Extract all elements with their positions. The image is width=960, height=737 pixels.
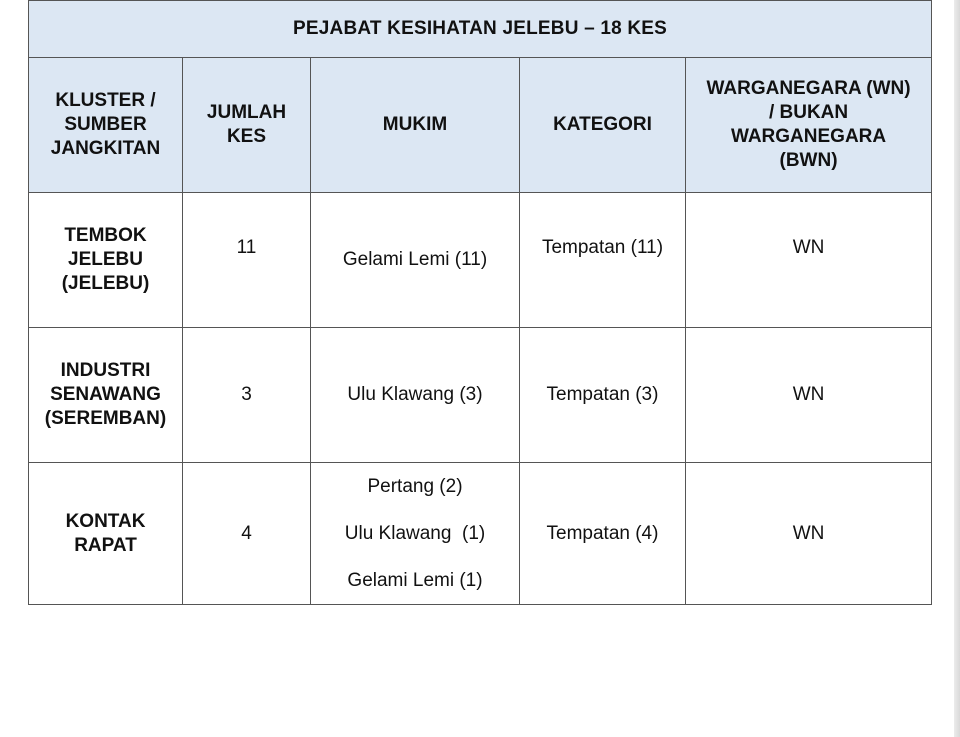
page-edge: [954, 0, 960, 737]
cases-value: 3: [241, 384, 252, 405]
mukim-value: Ulu Klawang (3): [347, 384, 483, 405]
table-row: [29, 193, 932, 328]
header-cases: [183, 58, 311, 193]
category-value: Tempatan (4): [546, 522, 659, 544]
cluster-cell: [29, 193, 183, 328]
mukim-value: Pertang (2): [367, 476, 463, 497]
header-mukim: MUKIM: [311, 58, 520, 193]
cluster-cell: [29, 328, 183, 463]
citizenship-cell: [686, 328, 932, 463]
citizenship-value: WN: [792, 384, 825, 405]
header-citizenship-line: WARGANEGARA: [730, 126, 887, 147]
cluster-line: RAPAT: [74, 534, 137, 556]
cluster-line: (SEREMBAN): [44, 408, 167, 429]
mukim-cell: [311, 193, 520, 328]
header-citizenship: [686, 58, 932, 193]
citizenship-value: WN: [792, 237, 825, 258]
title-row: [29, 1, 932, 58]
header-cluster-line: SUMBER: [64, 114, 147, 135]
category-cell: [520, 193, 686, 328]
citizenship-cell: [686, 463, 932, 605]
cluster-line: TEMBOK: [64, 225, 147, 246]
header-cluster-line: JANGKITAN: [50, 138, 161, 159]
mukim-value: Gelami Lemi (11): [342, 249, 488, 270]
header-citizenship-line: / BUKAN: [768, 102, 849, 123]
cases-cell: [183, 463, 311, 605]
header-cases-line: KES: [226, 126, 267, 147]
citizenship-cell: [686, 193, 932, 328]
mukim-cell: [311, 463, 520, 605]
cluster-line: SENAWANG: [50, 384, 161, 405]
mukim-value: Ulu Klawang (1): [344, 523, 486, 544]
category-value: Tempatan (11): [541, 237, 664, 258]
cases-cell: [183, 193, 311, 328]
header-cluster: [29, 58, 183, 193]
cluster-line: (JELEBU): [61, 273, 150, 294]
header-cases-line: JUMLAH: [206, 102, 287, 123]
cluster-cell: [29, 463, 183, 605]
table-title: PEJABAT KESIHATAN JELEBU – 18 KES: [29, 1, 932, 58]
cluster-line: JELEBU: [68, 249, 143, 270]
citizenship-value: WN: [792, 522, 825, 544]
cases-value: 11: [236, 237, 257, 258]
header-row: [29, 58, 932, 193]
header-category: KATEGORI: [520, 58, 686, 193]
mukim-cell: [311, 328, 520, 463]
cases-value: 4: [241, 522, 252, 544]
header-citizenship-line: (BWN): [779, 150, 838, 171]
table-row: [29, 328, 932, 463]
case-table: [28, 0, 932, 605]
cluster-line: KONTAK: [65, 510, 146, 532]
header-citizenship-line: WARGANEGARA (WN): [706, 78, 911, 99]
category-value: Tempatan (3): [546, 384, 659, 405]
cluster-line: INDUSTRI: [60, 360, 151, 381]
table-row: [29, 463, 932, 605]
category-cell: [520, 328, 686, 463]
mukim-value: Gelami Lemi (1): [347, 570, 483, 591]
category-cell: [520, 463, 686, 605]
header-cluster-line: KLUSTER /: [55, 90, 156, 111]
cases-cell: [183, 328, 311, 463]
